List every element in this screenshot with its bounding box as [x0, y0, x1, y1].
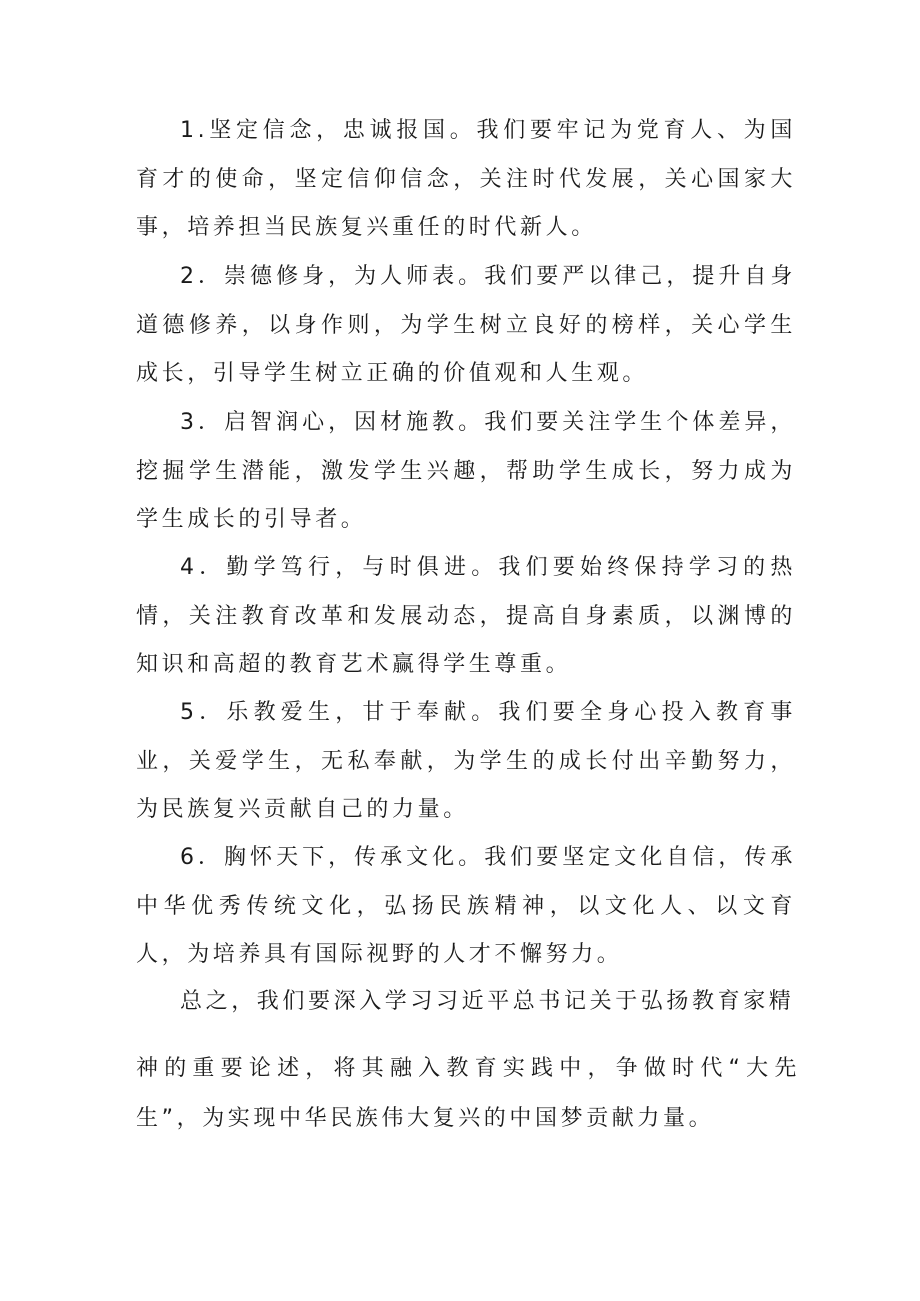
paragraph-2: 2．崇德修身，为人师表。我们要严以律己，提升自身道德修养，以身作则，为学生树立良好的榜样，关心学生成长，引导学生树立正确的价值观和人生观。	[136, 264, 796, 386]
paragraph-4: 4．勤学笃行，与时俱进。我们要始终保持学习的热情，关注教育改革和发展动态，提高自身素质，以渊博的知识和高超的教育艺术赢得学生尊重。	[136, 555, 796, 677]
conclusion-line-2: 神的重要论述，将其融入教育实践中，争做时代“大先生”，为实现中华民族伟大复兴的中国梦贡献力量。	[136, 1056, 800, 1131]
paragraph-6: 6．胸怀天下，传承文化。我们要坚定文化自信，传承中华优秀传统文化，弘扬民族精神，以文化人、以文育人，为培养具有国际视野的人才不懈努力。	[136, 845, 796, 967]
paragraph-3: 3．启智润心，因材施教。我们要关注学生个体差异，挖掘学生潜能，激发学生兴趣，帮助学生成长，努力成为学生成长的引导者。	[136, 410, 796, 532]
paragraph-1: 1.坚定信念，忠诚报国。我们要牢记为党育人、为国育才的使命，坚定信仰信念，关注时代发展，关心国家大事，培养担当民族复兴重任的时代新人。	[136, 118, 796, 240]
conclusion-line-1: 总之，我们要深入学习习近平总书记关于弘扬教育家精	[180, 989, 795, 1014]
paragraph-5: 5．乐教爱生，甘于奉献。我们要全身心投入教育事业，关爱学生，无私奉献，为学生的成长付出辛勤努力，为民族复兴贡献自己的力量。	[136, 700, 796, 822]
